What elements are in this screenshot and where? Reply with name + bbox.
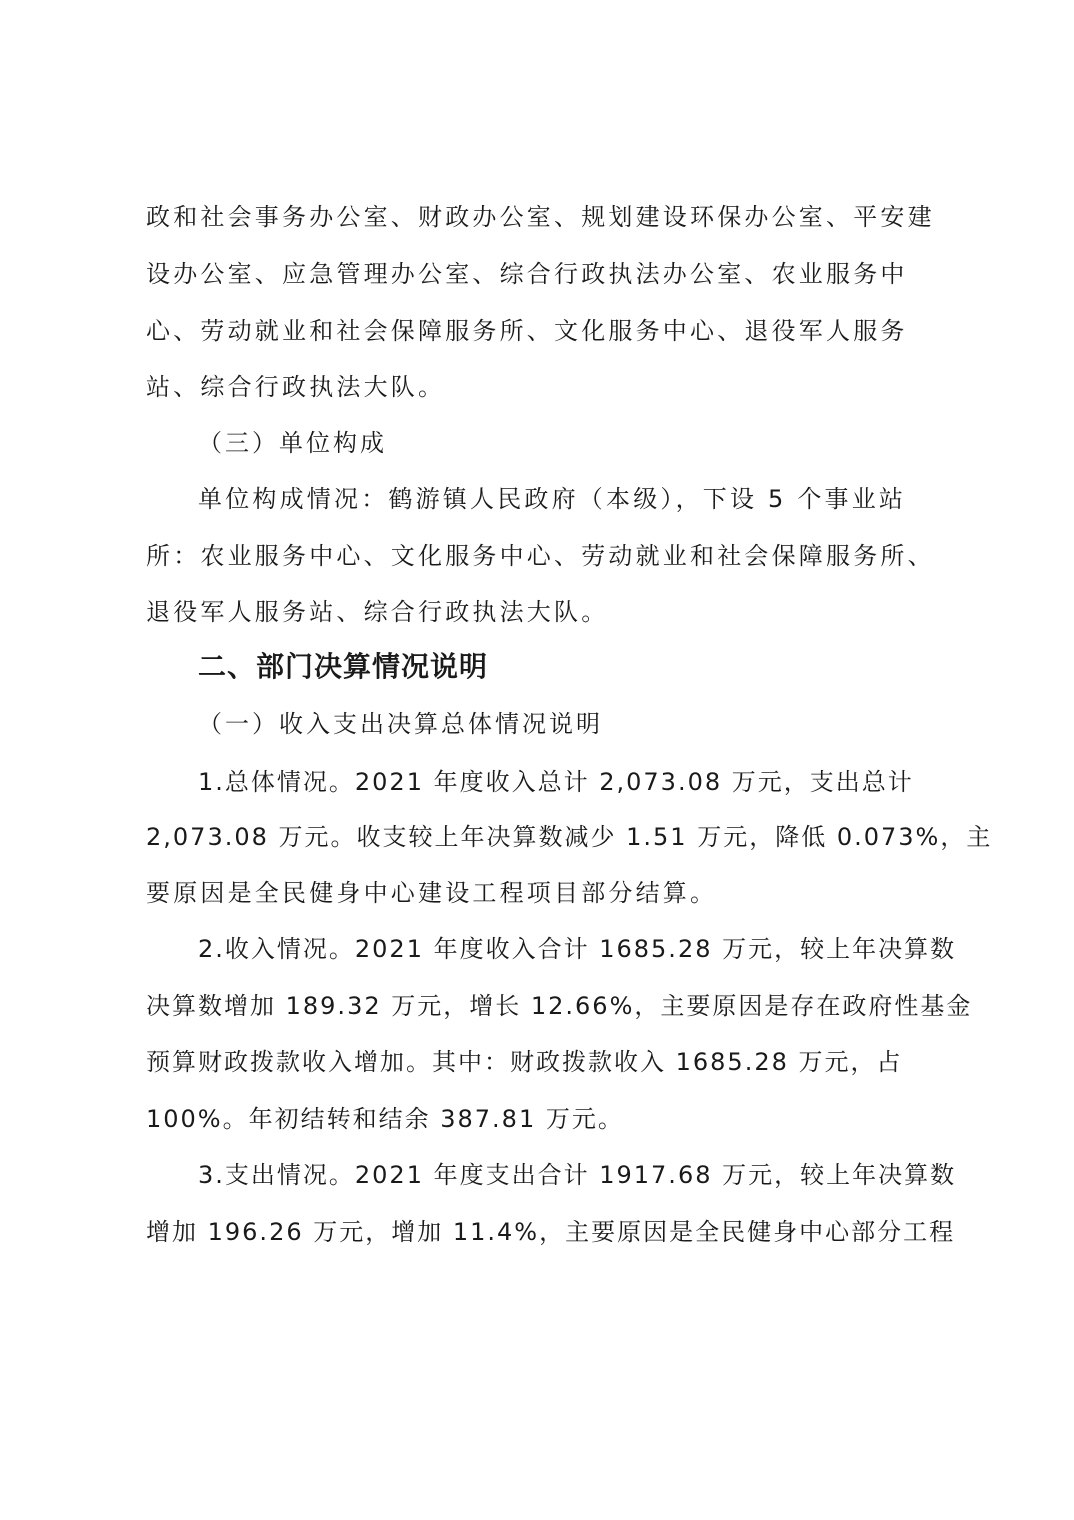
paragraph-line: 政和社会事务办公室、财政办公室、规划建设环保办公室、平安建 (146, 203, 935, 231)
section-heading: 二、部门决算情况说明 (198, 650, 489, 683)
paragraph-line: 退役军人服务站、综合行政执法大队。 (146, 598, 609, 626)
section-subheading: （三）单位构成 (198, 429, 387, 457)
paragraph-line: 心、劳动就业和社会保障服务所、文化服务中心、退役军人服务 (146, 317, 908, 345)
paragraph-line: 2,073.08 万元。收支较上年决算数减少 1.51 万元，降低 0.073%，主 (146, 823, 993, 851)
section-subheading: （一）收入支出决算总体情况说明 (198, 710, 603, 738)
paragraph-line: 单位构成情况：鹤游镇人民政府（本级），下设 5 个事业站 (198, 485, 907, 513)
paragraph-line: 设办公室、应急管理办公室、综合行政执法办公室、农业服务中 (146, 260, 908, 288)
paragraph-line: 增加 196.26 万元，增加 11.4%，主要原因是全民健身中心部分工程 (146, 1218, 956, 1246)
paragraph-line: 3.支出情况。2021 年度支出合计 1917.68 万元，较上年决算数 (198, 1161, 957, 1189)
paragraph-line: 所：农业服务中心、文化服务中心、劳动就业和社会保障服务所、 (146, 542, 935, 570)
paragraph-line: 2.收入情况。2021 年度收入合计 1685.28 万元，较上年决算数 (198, 935, 957, 963)
paragraph-line: 100%。年初结转和结余 387.81 万元。 (146, 1105, 624, 1133)
paragraph-line: 1.总体情况。2021 年度收入总计 2,073.08 万元，支出总计 (198, 768, 914, 796)
paragraph-line: 预算财政拨款收入增加。其中：财政拨款收入 1685.28 万元，占 (146, 1048, 903, 1076)
paragraph-line: 要原因是全民健身中心建设工程项目部分结算。 (146, 879, 718, 907)
paragraph-line: 站、综合行政执法大队。 (146, 373, 446, 401)
paragraph-line: 决算数增加 189.32 万元，增长 12.66%，主要原因是存在政府性基金 (146, 992, 973, 1020)
